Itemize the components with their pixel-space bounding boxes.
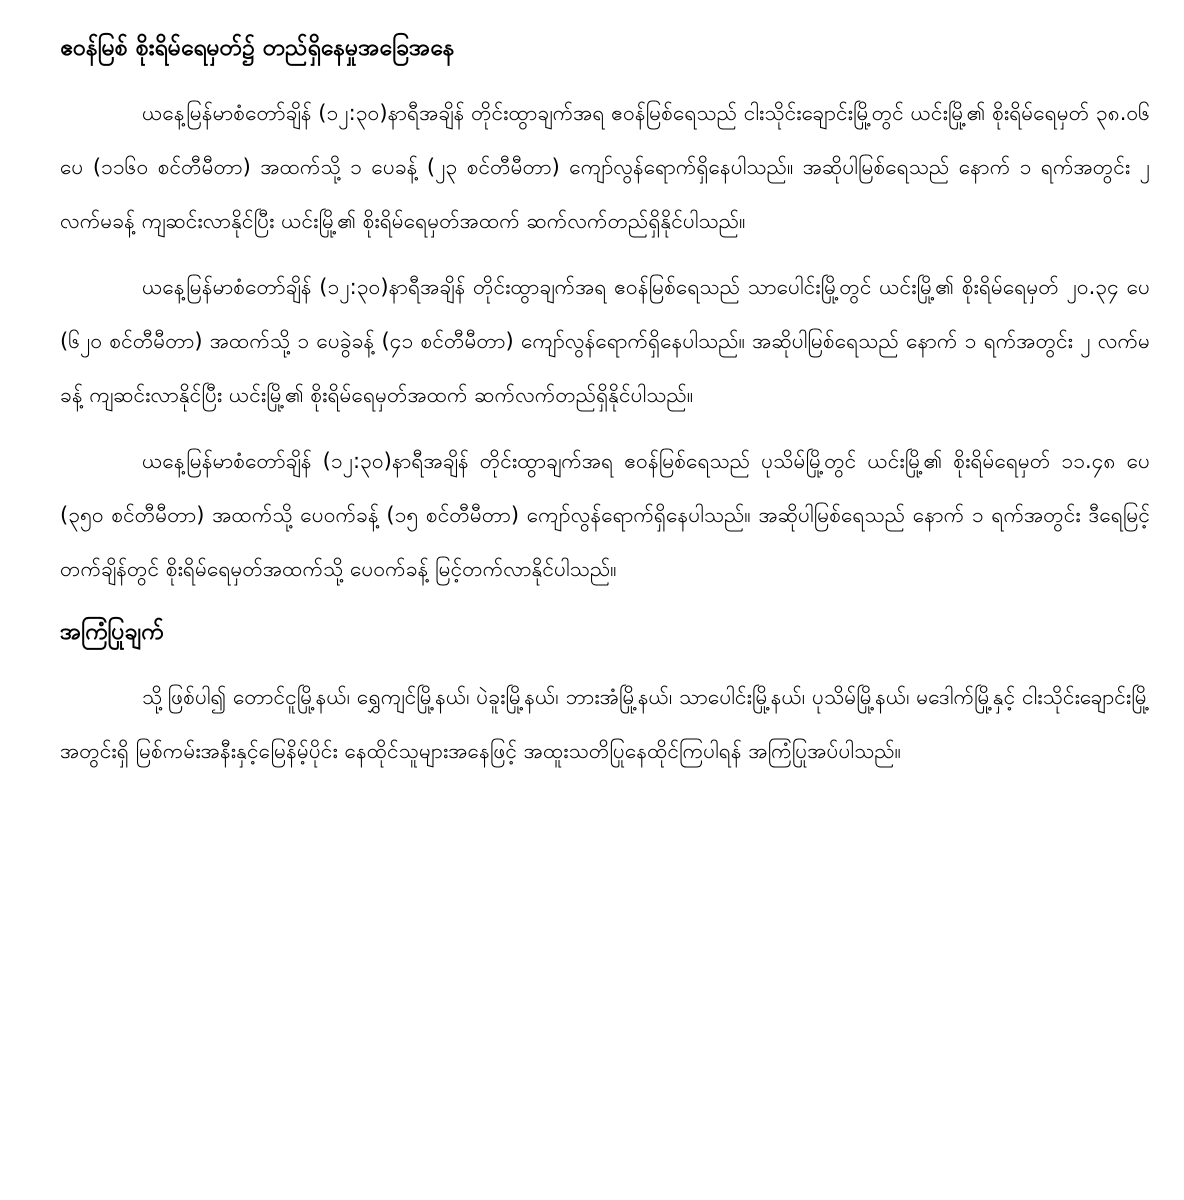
paragraph-ngathaingchaung: ယနေ့မြန်မာစံတော်ချိန် (၁၂:၃၀)နာရီအချိန် တိုင်းထွာချက်အရ ဧဝန်မြစ်ရေသည် ငါးသိုင်းချောင်းမြို့တွင် ယင်းမြို့၏ စိုးရိမ်ရေမှတ် ၃၈.၀၆ ပေ (၁၁၆၀ စင်တီမီတာ) အထက်သို့ ၁ ပေခန့် (၂၃ စင်တီမီတာ) ကျော်လွန်ရောက်ရှိနေပါသည်။ အဆိုပါမြစ်ရေသည် နောက် ၁ ရက်အတွင်း ၂ လက်မခန့် ကျဆင်းလာနိုင်ပြီး ယင်းမြို့၏ စိုးရိမ်ရေမှတ်အထက် ဆက်လက်တည်ရှိနိုင်ပါသည်။	[60, 101, 1150, 233]
section-heading-advice: အကြံပြုချက်	[60, 619, 164, 645]
paragraph-pathein: ယနေ့မြန်မာစံတော်ချိန် (၁၂:၃၀)နာရီအချိန် တိုင်းထွာချက်အရ ဧဝန်မြစ်ရေသည် ပုသိမ်မြို့တွင် ယင်းမြို့၏ စိုးရိမ်ရေမှတ် ၁၁.၄၈ ပေ (၃၅၀ စင်တီမီတာ) အထက်သို့ ပေဝက်ခန့် (၁၅ စင်တီမီတာ) ကျော်လွန်ရောက်ရှိနေပါသည်။ အဆိုပါမြစ်ရေသည် နောက် ၁ ရက်အတွင်း ဒီရေမြင့်တက်ချိန်တွင် စိုးရိမ်ရေမှတ်အထက်သို့ ပေဝက်ခန့် မြင့်တက်လာနိုင်ပါသည်။	[60, 449, 1150, 581]
paragraph-advice: သို့ဖြစ်ပါ၍ တောင်ငူမြို့နယ်၊ ရွှေကျင်မြို့နယ်၊ ပဲခူးမြို့နယ်၊ ဘားအံမြို့နယ်၊ သာပေါင်းမြို့နယ်၊ ပုသိမ်မြို့နယ်၊ မဒေါက်မြို့နှင့် ငါးသိုင်းချောင်းမြို့အတွင်းရှိ မြစ်ကမ်းအနီးနှင့်မြေနိမ့်ပိုင်း နေထိုင်သူများအနေဖြင့် အထူးသတိပြုနေထိုင်ကြပါရန် အကြံပြုအပ်ပါသည်။	[60, 685, 1150, 763]
paragraph-thabaung: ယနေ့မြန်မာစံတော်ချိန် (၁၂:၃၀)နာရီအချိန် တိုင်းထွာချက်အရ ဧဝန်မြစ်ရေသည် သာပေါင်းမြို့တွင် ယင်းမြို့၏ စိုးရိမ်ရေမှတ် ၂၀.၃၄ ပေ (၆၂၀ စင်တီမီတာ) အထက်သို့ ၁ ပေခွဲခန့် (၄၁ စင်တီမီတာ) ကျော်လွန်ရောက်ရှိနေပါသည်။ အဆိုပါမြစ်ရေသည် နောက် ၁ ရက်အတွင်း ၂ လက်မခန့် ကျဆင်းလာနိုင်ပြီး ယင်းမြို့၏ စိုးရိမ်ရေမှတ်အထက် ဆက်လက်တည်ရှိနိုင်ပါသည်။	[60, 275, 1150, 407]
document-page	[60, 26, 1150, 790]
section-heading-water-level: ဧဝန်မြစ် စိုးရိမ်ရေမှတ်၌ တည်ရှိနေမှုအခြေအနေ	[60, 35, 455, 61]
